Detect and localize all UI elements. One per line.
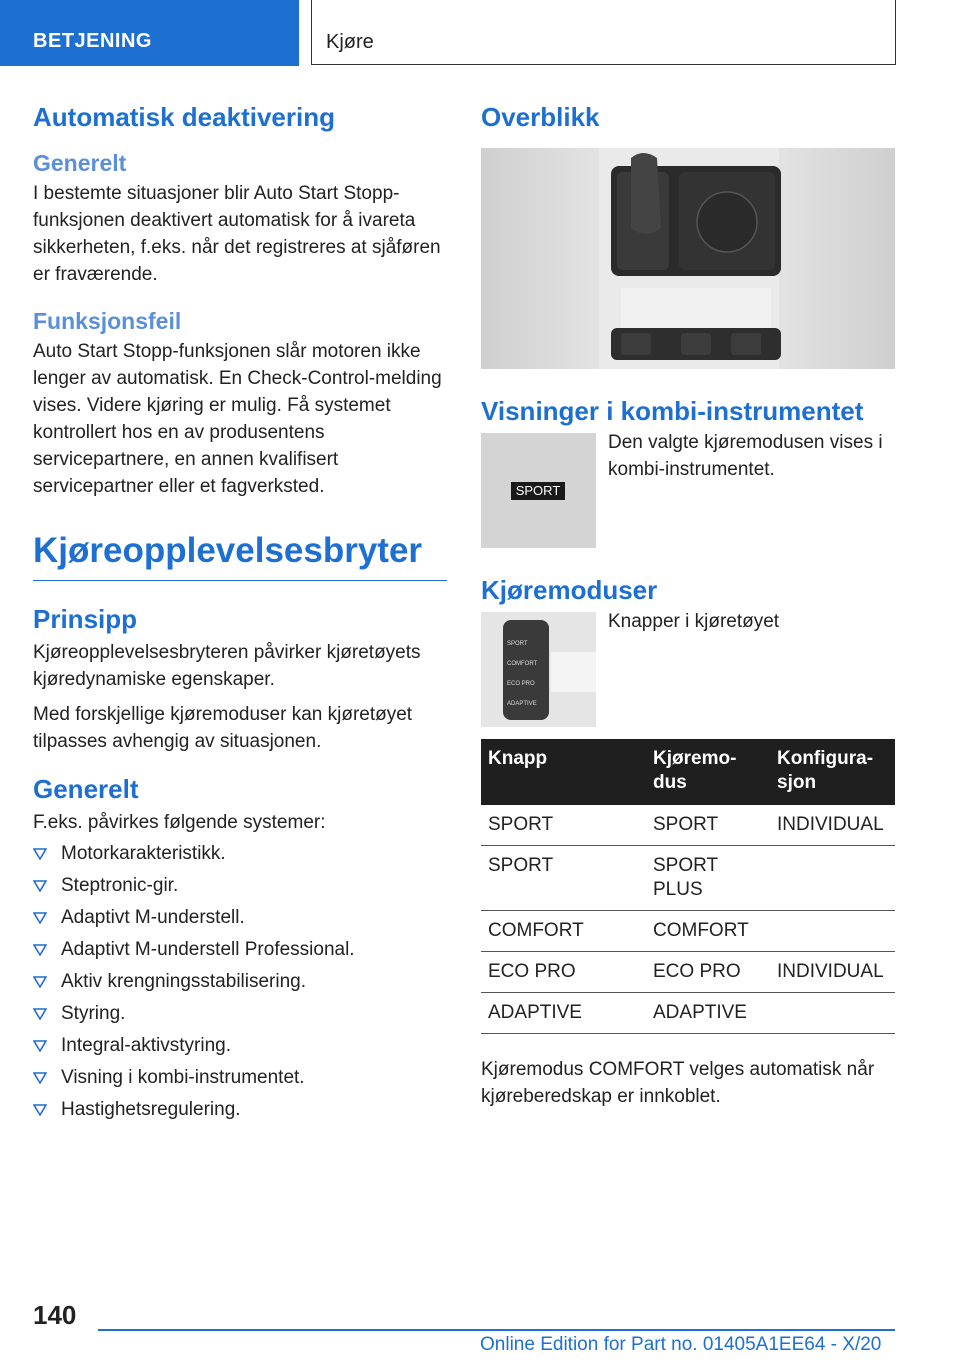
- mode-buttons-image: [481, 612, 596, 727]
- paragraph-general-1: I bestemte situasjoner blir Auto Start Stopp-funksjonen deaktivert automatisk for å ivareta sikkerheten, f.eks. når det registreres at sjåføren er fraværende.: [33, 183, 441, 285]
- table-cell: SPORT: [646, 805, 770, 846]
- page-number: 140: [33, 1300, 77, 1330]
- table-cell: INDIVIDUAL: [770, 952, 895, 993]
- paragraph-principle-2: Med forskjellige kjøremoduser kan kjøretøyet tilpasses avhengig av situasjonen.: [33, 704, 413, 752]
- table-cell: SPORT: [481, 846, 646, 911]
- list-item: Motorkarakteristikk.: [33, 838, 447, 870]
- table-cell: SPORT: [481, 805, 646, 846]
- paragraph-buttons: Knapper i kjøretøyet: [608, 611, 780, 632]
- mode-button-label: SPORT: [507, 641, 528, 647]
- sport-badge: SPORT: [511, 482, 565, 500]
- mode-buttons-row: [481, 612, 895, 727]
- triangle-bullet-icon: [33, 1071, 47, 1085]
- table-cell: SPORT PLUS: [646, 846, 770, 911]
- table-cell: [770, 846, 895, 911]
- chapter-tab: [311, 0, 896, 65]
- paragraph-general-2: F.eks. påvirkes følgende systemer:: [33, 812, 326, 833]
- list-item: Steptronic-gir.: [33, 870, 447, 902]
- paragraph-principle-1: Kjøreopplevelsesbryteren påvirker kjøretøyets kjøredynamiske egenskaper.: [33, 642, 421, 690]
- mode-button-label: ADAPTIVE: [507, 701, 537, 707]
- heading-automatic-deactivation: Automatisk deaktivering: [33, 102, 335, 132]
- list-item: Adaptivt M-understell Professional.: [33, 934, 447, 966]
- table-cell: COMFORT: [646, 911, 770, 952]
- edition-note: Online Edition for Part no. 01405A1EE64 - X/20: [480, 1334, 882, 1355]
- mode-button-label: COMFORT: [507, 661, 538, 667]
- section-tab: [0, 0, 299, 66]
- triangle-bullet-icon: [33, 1039, 47, 1053]
- triangle-bullet-icon: [33, 975, 47, 989]
- table-cell: INDIVIDUAL: [770, 805, 895, 846]
- paragraph-instrument-cluster: Den valgte kjøremodusen vises i kombi-instrumentet.: [608, 432, 883, 480]
- chapter-label: Kjøre: [326, 31, 374, 53]
- center-console-illustration: [481, 148, 895, 369]
- list-item: Integral-aktivstyring.: [33, 1030, 447, 1062]
- footer-divider: [98, 1329, 895, 1331]
- cluster-display-row: [481, 433, 895, 548]
- table-row: [481, 805, 895, 846]
- mode-button-label: ECO PRO: [507, 681, 535, 687]
- triangle-bullet-icon: [33, 943, 47, 957]
- column-header: Kjøremo-dus: [646, 739, 770, 805]
- table-row: [481, 952, 895, 993]
- heading-malfunction: Funksjonsfeil: [33, 308, 182, 334]
- triangle-bullet-icon: [33, 879, 47, 893]
- left-column: [33, 100, 447, 1126]
- table-cell: COMFORT: [481, 911, 646, 952]
- right-column: [481, 100, 895, 1118]
- triangle-bullet-icon: [33, 1007, 47, 1021]
- triangle-bullet-icon: [33, 847, 47, 861]
- table-row: [481, 911, 895, 952]
- list-item: Styring.: [33, 998, 447, 1030]
- column-header: Konfigura-sjon: [770, 739, 895, 805]
- heading-general-1: Generelt: [33, 150, 127, 176]
- table-header-row: [481, 739, 895, 805]
- table-row: [481, 993, 895, 1034]
- table-cell: [770, 911, 895, 952]
- table-cell: ADAPTIVE: [481, 993, 646, 1034]
- section-label: BETJENING: [33, 30, 152, 52]
- triangle-bullet-icon: [33, 911, 47, 925]
- driving-modes-table: [481, 739, 895, 1034]
- table-cell: ADAPTIVE: [646, 993, 770, 1034]
- center-console-photo: [481, 148, 895, 369]
- heading-instrument-cluster: Visninger i kombi-instrumentet: [481, 396, 864, 426]
- paragraph-comfort-note: Kjøremodus COMFORT velges automatisk når kjøreberedskap er innkoblet.: [481, 1059, 875, 1107]
- heading-driving-modes: Kjøremoduser: [481, 575, 658, 605]
- paragraph-malfunction: Auto Start Stopp-funksjonen slår motoren ikke lenger av automatisk. En Check-Control-melding vises. Videre kjøring er mulig. Få systemet kontrollert hos en av produsentens servicepartnere, en annen kvalifisert servicepartner eller et fagverksted.: [33, 341, 442, 497]
- systems-list: [33, 838, 447, 1126]
- list-item: Adaptivt M-understell.: [33, 902, 447, 934]
- table-row: [481, 846, 895, 911]
- triangle-bullet-icon: [33, 1103, 47, 1117]
- table-cell: [770, 993, 895, 1034]
- cluster-display-image: [481, 433, 596, 548]
- column-header: Knapp: [481, 739, 646, 805]
- list-item: Aktiv krengningsstabilisering.: [33, 966, 447, 998]
- heading-driving-experience-switch: Kjøreopplevelsesbryter: [33, 528, 447, 581]
- table-cell: ECO PRO: [646, 952, 770, 993]
- heading-overview: Overblikk: [481, 102, 600, 132]
- list-item: Visning i kombi-instrumentet.: [33, 1062, 447, 1094]
- list-item: Hastighetsregulering.: [33, 1094, 447, 1126]
- heading-principle: Prinsipp: [33, 604, 138, 634]
- table-cell: ECO PRO: [481, 952, 646, 993]
- heading-general-2: Generelt: [33, 774, 139, 804]
